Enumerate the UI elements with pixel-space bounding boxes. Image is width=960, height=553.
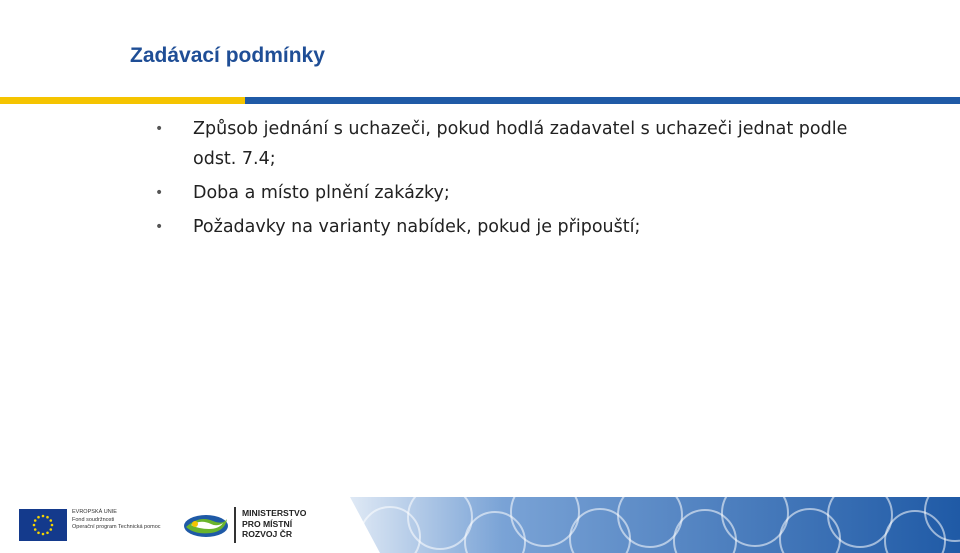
logo-divider <box>234 507 236 543</box>
ministry-label <box>242 508 306 540</box>
bullet-item <box>150 212 850 242</box>
bullet-dot: • <box>155 185 164 201</box>
bullet-dot: • <box>155 219 164 235</box>
bullet-text: Doba a místo plnění zakázky; <box>193 183 450 203</box>
eu-line: Fond soudržnosti <box>72 516 115 523</box>
decorative-circle-pattern <box>330 497 960 553</box>
bullet-item <box>150 178 850 208</box>
eu-line: Operační program Technická pomoc <box>72 524 161 530</box>
header-rule-blue <box>245 97 960 104</box>
footer <box>0 497 960 553</box>
bullet-text: Požadavky na varianty nabídek, pokud je připouští; <box>193 217 641 237</box>
slide-title: Zadávací podmínky <box>130 44 325 67</box>
eu-line: EVROPSKÁ UNIE <box>72 509 117 515</box>
bullet-list <box>150 114 850 246</box>
ministry-line: MINISTERSTVO <box>242 508 307 518</box>
bullet-item <box>150 114 850 174</box>
ministry-line: ROZVOJ ČR <box>242 529 293 539</box>
header-rule-yellow <box>0 97 245 104</box>
eu-flag-icon <box>19 509 67 541</box>
mmr-logo-icon <box>181 507 231 543</box>
bullet-text: Způsob jednání s uchazeči, pokud hodlá zadavatel s uchazeči jednat podle odst. 7.4; <box>193 119 848 169</box>
bullet-dot: • <box>155 121 164 137</box>
ministry-line: PRO MÍSTNÍ <box>242 518 293 529</box>
eu-programme-label <box>72 509 161 532</box>
